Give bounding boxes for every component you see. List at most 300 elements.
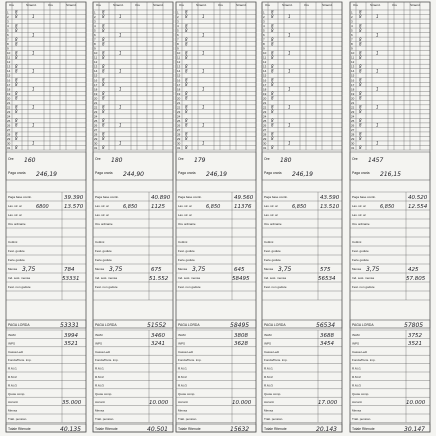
totale-ritenute-value: 15632 [230,426,250,433]
overtime-mark: 1 [288,104,291,110]
day-number: 28 [351,132,355,137]
deduction-label: Cassa Ledi [95,349,111,354]
ore-ordinarie-label: Ore ordinarie [264,222,282,226]
overtime-mark: 1 [376,32,379,38]
ind-sost-value: 56534 [318,276,336,282]
lav-str-rate: 6,850 [292,204,307,210]
deduction-label: Tratt. pension. [8,417,28,421]
day-number: 16 [177,78,181,83]
paga-base-value: 49.560 [234,195,254,201]
hours-mark: 8 [359,23,362,29]
day-number: 11 [351,55,355,60]
hours-mark: 8 [185,81,188,87]
mensa-value: 675 [151,267,162,273]
ferie-godute-label: Ferie godute [8,258,25,262]
ind-sost-label: Ind. sost. mensa [264,276,287,280]
overtime-mark: 1 [119,104,122,110]
day-number: 31 [177,146,181,150]
mensa-label: Mensa [8,267,18,271]
day-number: 15 [177,73,181,78]
hours-mark: 8 [15,81,18,87]
lav-str-rate: 6,850 [123,204,138,210]
ind-sost-label: Ind. sost. mensa [8,276,31,280]
overtime-mark: 1 [32,32,35,38]
day-number: 19 [263,91,267,96]
header-label: Straord. [66,3,77,7]
hours-mark: 8 [15,109,18,115]
day-number: 11 [7,55,11,60]
ind-sost-value: 53331 [62,276,80,282]
header-label: Ore [179,3,185,7]
hours-mark: 8 [185,104,188,110]
day-number: 14 [177,69,181,74]
day-number: 18 [94,87,98,92]
deduction-label: R.M./3 [178,383,187,388]
paga-lorda-label: PAGA LORDA [264,323,286,327]
paga-lorda-value: 58495 [230,322,250,329]
day-number: 12 [94,60,98,65]
hours-mark: 8 [185,131,188,137]
day-number: 4 [177,24,179,29]
hours-mark: 8 [15,41,18,47]
day-number: 15 [7,73,11,78]
day-number: 24 [351,114,355,119]
day-number: 21 [94,100,98,105]
mensa-rate: 3,75 [278,266,292,273]
overtime-mark: 1 [288,86,291,92]
day-number: 20 [263,96,267,101]
hours-mark: 8 [102,118,105,124]
hours-mark: 8 [271,41,274,47]
header-label: Ore [135,3,141,7]
paga-oraria-label: Paga oraria [352,171,370,175]
fest-non-godute-label: Fest. non godute [95,285,118,289]
hours-mark: 8 [15,54,18,60]
day-number: 9 [351,46,353,51]
day-number: 22 [351,105,355,110]
day-number: 26 [7,123,11,128]
day-number: 30 [7,141,11,146]
day-number: 23 [263,109,267,114]
day-number: 29 [7,136,11,141]
inps-value: 3454 [320,341,334,347]
hours-mark: 8 [359,63,362,69]
day-number: 31 [94,146,98,150]
deduction-label: Cassa Ledi [178,349,194,354]
day-number: 14 [94,69,98,74]
deduction-label: Quote comp. [352,391,370,396]
lav-str-value: 1125 [151,204,165,210]
day-number: 26 [263,123,267,128]
totale-ritenute-label: Totale Ritenute [178,427,201,431]
day-number: 26 [351,123,355,128]
hours-mark: 8 [359,9,362,15]
day-number: 9 [263,46,265,51]
header-label: Ore [353,3,359,7]
day-number: 19 [94,91,98,96]
hours-mark: 8 [359,91,362,97]
day-number: 23 [7,109,11,114]
day-number: 23 [351,109,355,114]
hours-mark: 8 [271,68,274,74]
overtime-mark: 1 [288,68,291,74]
day-number: 8 [177,42,179,47]
header-label: Straord. [282,3,293,7]
fest-non-godute-label: Fest. non godute [8,285,31,289]
hours-mark: 8 [359,131,362,137]
day-number: 6 [263,33,265,38]
hours-mark: 8 [185,23,188,29]
day-number: 18 [7,87,11,92]
hours-mark: 8 [271,77,274,83]
day-number: 11 [263,55,267,60]
ore-label: Ore [264,157,270,161]
overtime-mark: 1 [202,50,205,56]
day-number: 21 [263,100,267,105]
lav-str-value: 11376 [234,204,252,210]
day-number: 24 [7,114,11,119]
day-number: 10 [7,51,11,56]
hours-mark: 8 [359,27,362,33]
day-number: 22 [177,105,181,110]
day-number: 16 [7,78,11,83]
hours-mark: 8 [102,91,105,97]
fest-godute-label: Fest. godute [95,249,112,253]
paga-oraria-label: Paga oraria [264,171,282,175]
deduction-label: R.M./3 [352,383,361,388]
hours-mark: 8 [15,27,18,33]
deduction-label: R.M./3 [264,383,273,388]
deduction-label: Quote comp. [8,391,26,396]
day-number: 11 [177,55,181,60]
header-label: Straord. [370,3,381,7]
hours-mark: 8 [271,131,274,137]
day-number: 8 [351,42,353,47]
paga-oraria-label: Paga oraria [95,171,113,175]
overtime-mark: 1 [119,68,122,74]
header-label: Straord. [26,3,37,7]
lav-str-value: 13.570 [64,204,84,210]
overtime-mark: 1 [119,140,122,146]
day-number: 2 [177,15,179,20]
ferie-godute-label: Ferie godute [352,258,369,262]
header-label: Ore [9,3,15,7]
day-number: 13 [177,64,181,69]
cottimi-label: Cottimi [8,240,18,244]
day-number: 28 [177,132,181,137]
hours-mark: 8 [271,36,274,42]
hours-mark: 8 [271,91,274,97]
day-number: 27 [177,127,181,132]
day-number: 8 [94,42,96,47]
acconti-value: 35.000 [62,400,82,407]
day-number: 6 [351,33,353,38]
cottimi-label: Cottimi [264,240,274,244]
mensa-value: 575 [320,267,331,273]
paga-base-value: 40.890 [151,195,171,201]
ore-label: Ore [178,157,184,161]
ind-sost-value: 58495 [232,276,250,282]
hours-mark: 8 [15,36,18,42]
day-number: 17 [351,82,355,87]
totale-ritenute-value: 40.501 [147,426,168,433]
hours-mark: 8 [15,91,18,97]
ind-sost-value: 57.805 [406,276,426,282]
mensa-rate: 3,75 [22,266,36,273]
overtime-mark: 1 [202,68,205,74]
overtime-mark: 1 [376,14,379,20]
day-number: 27 [7,127,11,132]
ferie-godute-label: Ferie godute [178,258,195,262]
ind-sost-label: Ind. sost. mensa [95,276,118,280]
deduction-label: Acconti [95,400,105,405]
hours-mark: 8 [15,104,18,110]
hours-mark: 8 [185,109,188,115]
deduction-label: INPS [8,341,16,346]
header-label: Ore [392,3,398,7]
deduction-label: INAM [352,333,360,337]
acconti-value: 17.000 [318,400,338,407]
ore-value: 160 [24,157,36,164]
hours-mark: 8 [359,118,362,124]
hours-mark: 8 [15,122,18,128]
header-label: Ore [96,3,102,7]
deduction-label: Mensa [264,408,274,413]
header-label: Ore [265,3,271,7]
hours-mark: 8 [359,36,362,42]
deduction-label: INAM [178,333,186,337]
totale-ritenute-value: 30.147 [404,426,425,433]
hours-mark: 8 [359,122,362,128]
mensa-label: Mensa [264,267,274,271]
deduction-label: INPS [264,341,272,346]
day-number: 31 [263,146,267,150]
day-number: 25 [7,118,11,123]
paga-lorda-value: 53331 [60,322,80,329]
hours-mark: 8 [185,14,188,20]
paga-lorda-value: 56534 [316,322,336,329]
hours-mark: 8 [271,81,274,87]
overtime-mark: 1 [376,50,379,56]
lav-str-label: Lav. str. al [352,204,366,208]
overtime-mark: 1 [119,14,122,20]
day-number: 20 [351,96,355,101]
day-number: 16 [94,78,98,83]
overtime-mark: 1 [32,50,35,56]
deduction-label: Mensa [352,408,362,413]
day-number: 12 [7,60,11,65]
day-number: 20 [7,96,11,101]
deduction-label: INPS [95,341,103,346]
acconti-value: 10.000 [149,400,169,407]
mensa-value: 784 [64,267,75,273]
header-label: Straord. [322,3,333,7]
day-number: 5 [7,28,9,33]
day-number: 21 [351,100,355,105]
totale-ritenute-value: 20.143 [316,426,337,433]
hours-mark: 8 [359,104,362,110]
hours-mark: 8 [102,104,105,110]
hours-mark: 8 [185,50,188,56]
day-number: 17 [263,82,267,87]
day-number: 7 [94,37,96,42]
fest-godute-label: Fest. godute [352,249,369,253]
hours-mark: 8 [359,77,362,83]
day-number: 30 [263,141,267,146]
totale-ritenute-label: Totale Ritenute [8,427,31,431]
deduction-label: Acconti [264,400,274,405]
hours-mark: 8 [102,54,105,60]
day-number: 15 [94,73,98,78]
mensa-label: Mensa [95,267,105,271]
lav-str-rate: 6800 [36,204,49,210]
deduction-label: Fondo/Pens. imp. [352,358,376,363]
mensa-rate: 3,75 [109,266,123,273]
hours-mark: 8 [185,41,188,47]
deduction-label: INPS [352,341,360,346]
hours-mark: 8 [185,54,188,60]
deduction-label: R.M./3 [8,383,17,388]
paga-base-label: Paga base contin. [178,195,203,199]
day-number: 10 [263,51,267,56]
day-number: 21 [7,100,11,105]
day-number: 2 [351,15,353,20]
overtime-mark: 1 [202,32,205,38]
overtime-mark: 1 [32,122,35,128]
hours-mark: 8 [185,9,188,15]
day-number: 2 [94,15,96,20]
deduction-label: R.M./2 [352,375,361,379]
day-number: 29 [177,136,181,141]
day-number: 3 [177,19,179,24]
paga-oraria-value: 216,15 [380,171,401,178]
hours-mark: 8 [359,14,362,20]
hours-mark: 8 [102,77,105,83]
mensa-rate: 3,75 [192,266,206,273]
day-number: 6 [94,33,96,38]
hours-mark: 8 [185,91,188,97]
day-number: 1 [263,10,265,15]
hours-mark: 8 [15,14,18,20]
day-number: 28 [7,132,11,137]
lav-str-label: Lav. str. al [95,213,109,217]
day-number: 30 [177,141,181,146]
overtime-mark: 1 [202,104,205,110]
header-label: Straord. [153,3,164,7]
inam-value: 3994 [64,333,78,339]
day-number: 3 [351,19,353,24]
deduction-label: Fondo/Pens. imp. [8,358,32,363]
hours-mark: 8 [271,63,274,69]
deduction-label: Acconti [8,400,18,405]
deduction-label: Acconti [352,400,362,405]
paga-lorda-label: PAGA LORDA [95,323,117,327]
mensa-value: 425 [408,267,419,273]
deduction-label: Tratt. pension. [178,417,198,421]
hours-mark: 8 [271,27,274,33]
deduction-label: Fondo/Pens. imp. [178,358,202,363]
deduction-label: R.M./2 [8,375,17,379]
paga-oraria-label: Paga oraria [178,171,196,175]
day-number: 2 [263,15,265,20]
overtime-mark: 1 [119,32,122,38]
day-number: 7 [177,37,179,42]
overtime-mark: 1 [376,140,379,146]
hours-mark: 8 [102,63,105,69]
overtime-mark: 1 [376,104,379,110]
day-number: 27 [263,127,267,132]
ore-ordinarie-label: Ore ordinarie [8,222,26,226]
deduction-label: Mensa [8,408,18,413]
deduction-label: Quote comp. [264,391,282,396]
ore-ordinarie-label: Ore ordinarie [178,222,196,226]
deduction-label: INPS [178,341,186,346]
overtime-mark: 1 [202,86,205,92]
hours-mark: 8 [15,118,18,124]
inps-value: 3628 [234,341,248,347]
day-number: 13 [351,64,355,69]
header-label: Straord. [236,3,247,7]
deduction-label: Quote comp. [95,391,113,396]
deduction-label: Quote comp. [178,391,196,396]
day-number: 18 [351,87,355,92]
day-number: 30 [351,141,355,146]
hours-mark: 8 [185,68,188,74]
inam-value: 3752 [408,333,422,339]
day-number: 14 [7,69,11,74]
day-number: 3 [94,19,96,24]
hours-mark: 8 [271,136,274,142]
day-number: 16 [263,78,267,83]
day-number: 14 [351,69,355,74]
day-number: 18 [177,87,181,92]
overtime-mark: 1 [32,14,35,20]
fest-godute-label: Fest. godute [264,249,281,253]
lav-str-label: Lav. str. al [264,204,278,208]
acconti-value: 10.000 [406,400,426,407]
day-number: 27 [351,127,355,132]
hours-mark: 8 [271,118,274,124]
day-number: 22 [7,105,11,110]
fest-godute-label: Fest. godute [8,249,25,253]
hours-mark: 8 [271,109,274,115]
deduction-label: Cassa Ledi [8,349,24,354]
overtime-mark: 1 [376,68,379,74]
hours-mark: 8 [102,145,105,151]
totale-ritenute-value: 40.135 [60,426,81,433]
day-number: 22 [263,105,267,110]
hours-mark: 8 [271,50,274,56]
day-number: 31 [7,146,11,150]
hours-mark: 8 [271,145,274,151]
day-number: 13 [263,64,267,69]
ore-value: 179 [194,157,206,164]
hours-mark: 8 [102,81,105,87]
deduction-label: R.M./2 [95,375,104,379]
hours-mark: 8 [359,136,362,142]
totale-ritenute-label: Totale Ritenute [264,427,287,431]
hours-mark: 8 [359,50,362,56]
overtime-mark: 1 [202,122,205,128]
inps-value: 3521 [408,341,422,347]
deduction-label: Tratt. pension. [95,417,115,421]
overtime-mark: 1 [376,86,379,92]
day-number: 18 [263,87,267,92]
hours-mark: 8 [15,68,18,74]
paga-oraria-value: 246,19 [292,171,313,178]
paga-base-value: 43.590 [320,195,340,201]
day-number: 25 [177,118,181,123]
